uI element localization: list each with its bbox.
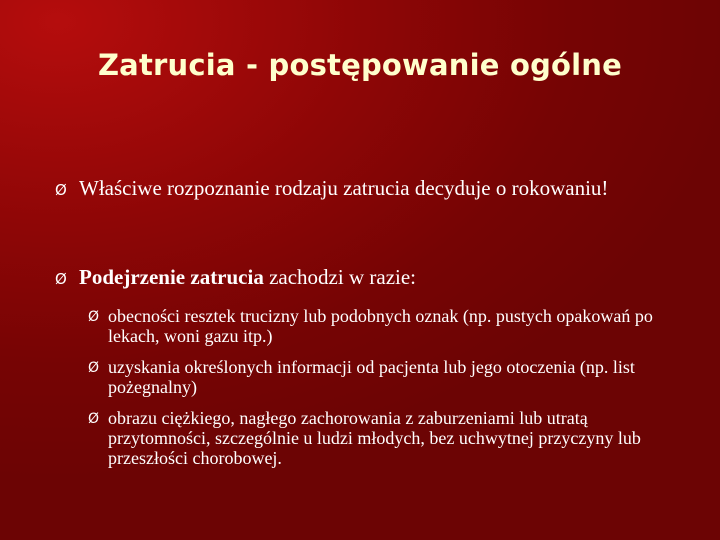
bullet-text: Właściwe rozpoznanie rodzaju zatrucia decyduje o rokowaniu!	[79, 176, 609, 200]
bullet-rest-text: zachodzi w razie:	[263, 265, 417, 289]
bullet-text	[79, 266, 685, 289]
bullet-item	[55, 177, 685, 200]
arrow-bullet-icon: Ø	[55, 181, 67, 199]
bullet-bold-text: Podejrzenie zatrucia	[79, 265, 264, 289]
sub-bullet-text: uzyskania określonych informacji od pacjenta lub jego otoczenia (np. list pożegnalny)	[108, 357, 635, 397]
arrow-bullet-icon: Ø	[88, 309, 100, 325]
arrow-bullet-icon: Ø	[88, 411, 100, 427]
sub-bullet-text: obrazu ciężkiego, nagłego zachorowania z zaburzeniami lub utratą przytomności, szczególnie u ludzi młodych, bez uchwytnej przyczyny lub przeszłości chorobowej.	[108, 408, 641, 468]
sub-bullet-item	[88, 306, 688, 346]
arrow-bullet-icon: Ø	[88, 360, 100, 376]
arrow-bullet-icon: Ø	[55, 270, 67, 288]
bullet-item	[55, 266, 685, 289]
sub-bullet-item	[88, 357, 688, 397]
sub-bullet-item	[88, 408, 688, 468]
slide-title: Zatrucia - postępowanie ogólne	[97, 48, 623, 82]
sub-bullet-text: obecności resztek trucizny lub podobnych oznak (np. pustych opakowań po lekach, woni gazu itp.)	[108, 306, 653, 346]
